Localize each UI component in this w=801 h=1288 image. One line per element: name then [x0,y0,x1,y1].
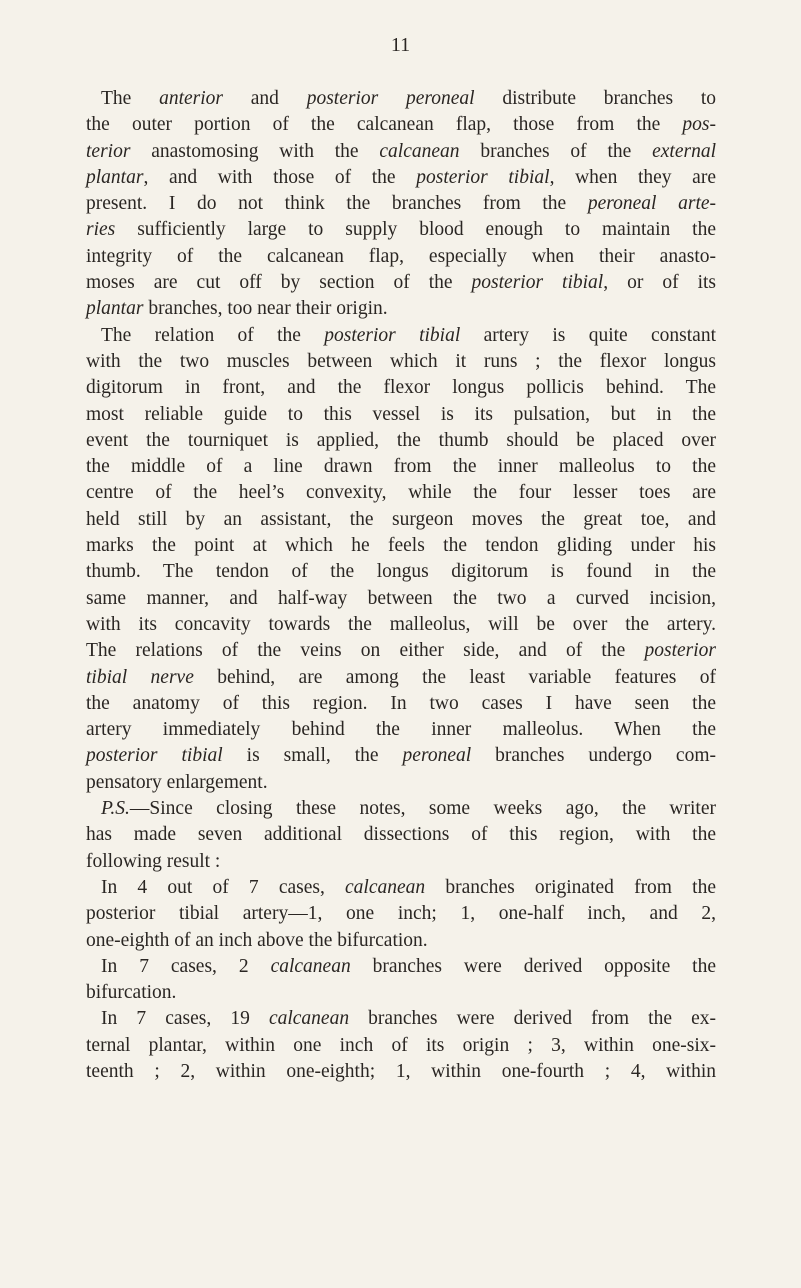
text-run: The [101,88,160,109]
text-line [86,980,716,1006]
text-run: marks the point at which he feels the tendon gliding under his [86,535,716,557]
text-line [86,139,716,165]
text-run: —Since closing these notes, some weeks ago, the writer [129,798,716,820]
text-run: posterior tibial artery—1, one inch; 1, one-half inch, and 2, [86,903,716,925]
text-run: thumb. The tendon of the longus digitorum is found in the [86,561,716,583]
text-line [86,928,716,954]
text-run: branches of the [459,140,653,162]
text-run: the outer portion of the calcanean flap, those from the [86,114,683,136]
text-run: distribute branches to [474,88,716,109]
text-line [86,717,716,743]
text-line [86,191,716,217]
text-run: branches undergo com- [471,745,716,767]
italic-term: posterior tibial [471,272,604,294]
text-run: teenth ; 2, within one-eighth; 1, within one-fourth ; 4, within [86,1060,716,1082]
text-line [86,296,716,322]
italic-term: calcanean [268,1008,350,1030]
text-line [86,612,716,638]
text-line [86,1033,716,1059]
italic-term: tibial nerve [86,666,194,688]
text-line [86,349,716,375]
text-run: , or of its [603,272,716,294]
italic-term: posterior peroneal [306,88,475,109]
page-number: 11 [390,34,411,56]
text-line [86,1006,716,1032]
text-run: the middle of a line drawn from the inner malleolus to the [86,456,716,478]
italic-term: calcanean [379,140,460,162]
text-line [86,480,716,506]
italic-term: pos- [682,114,716,136]
text-run: , and with those of the [143,166,417,188]
text-run: is small, the [222,745,403,767]
text-run: In 4 out of 7 cases, [101,876,346,898]
body-text [86,86,716,1085]
text-line [86,165,716,191]
text-line [86,270,716,296]
text-run: moses are cut off by section of the [86,272,472,294]
text-run: branches, too near their origin. [143,298,388,320]
italic-term: external [652,140,716,162]
text-line [86,375,716,401]
text-line [86,533,716,559]
text-line [86,796,716,822]
text-run: and [223,88,307,109]
text-line [86,638,716,664]
text-run: with the two muscles between which it runs ; the flexor longus [86,350,716,372]
italic-term: anterior [159,88,224,109]
text-line [86,323,716,349]
italic-term: calcanean [270,955,351,977]
text-line [86,875,716,901]
text-line [86,86,716,112]
text-run: branches were derived opposite the [350,955,716,977]
text-line [86,428,716,454]
italic-term: plantar [86,298,144,320]
text-run: artery is quite constant [460,324,716,346]
text-run: present. I do not think the branches from the [86,193,588,215]
text-line [86,665,716,691]
italic-term: peroneal arte- [587,193,717,215]
text-line [86,217,716,243]
text-line [86,112,716,138]
italic-term: posterior tibial [86,745,223,767]
text-line [86,849,716,875]
text-run: ternal plantar, within one inch of its origin ; 3, within one-six- [86,1034,716,1056]
italic-term: posterior tibial [324,324,461,346]
text-line [86,691,716,717]
text-line [86,743,716,769]
italic-term: peroneal [402,745,472,767]
text-line [86,586,716,612]
text-run: The relation of the [101,324,325,346]
text-line [86,901,716,927]
text-line [86,1059,716,1085]
text-run: has made seven additional dissections of this region, with the [86,824,716,846]
italic-term: posterior tibial [416,166,550,188]
text-line [86,244,716,270]
text-line [86,454,716,480]
text-run: sufficiently large to supply blood enough to maintain the [115,219,716,241]
italic-term: ries [86,219,116,241]
text-run: artery immediately behind the inner malleolus. When the [86,719,716,741]
text-run: In 7 cases, 2 [101,955,271,977]
italic-term: calcanean [345,876,426,898]
text-run: same manner, and half-way between the two a curved incision, [86,587,716,609]
text-run: pensatory enlargement. [86,771,268,793]
text-run: branches were derived from the ex- [349,1008,716,1030]
text-run: held still by an assistant, the surgeon moves the great toe, and [86,508,716,530]
italic-term: plantar [86,166,144,188]
text-run: behind, are among the least variable features of [193,666,716,688]
text-run: following result : [86,850,221,872]
text-line [86,402,716,428]
text-run: most reliable guide to this vessel is its pulsation, but in the [86,403,716,425]
text-run: branches originated from the [425,876,716,898]
text-run: with its concavity towards the malleolus, will be over the artery. [86,613,716,635]
text-line [86,507,716,533]
text-run: integrity of the calcanean flap, especially when their anasto- [86,245,716,267]
text-run: one-eighth of an inch above the bifurcation. [86,929,428,951]
text-run: , when they are [549,166,716,188]
text-run: centre of the heel’s convexity, while the four lesser toes are [86,482,716,504]
italic-term: terior [86,140,131,162]
italic-term: P.S. [101,798,130,820]
text-run: the anatomy of this region. In two cases I have seen the [86,692,716,714]
text-line [86,559,716,585]
text-run: In 7 cases, 19 [101,1008,269,1030]
text-run: event the tourniquet is applied, the thumb should be placed over [86,429,716,451]
text-run: The relations of the veins on either side, and of the [86,640,645,662]
text-run: bifurcation. [86,982,177,1004]
text-line [86,770,716,796]
text-run: anastomosing with the [130,140,380,162]
text-line [86,954,716,980]
text-run: digitorum in front, and the flexor longus pollicis behind. The [86,377,716,399]
italic-term: posterior [644,640,716,662]
text-line [86,822,716,848]
